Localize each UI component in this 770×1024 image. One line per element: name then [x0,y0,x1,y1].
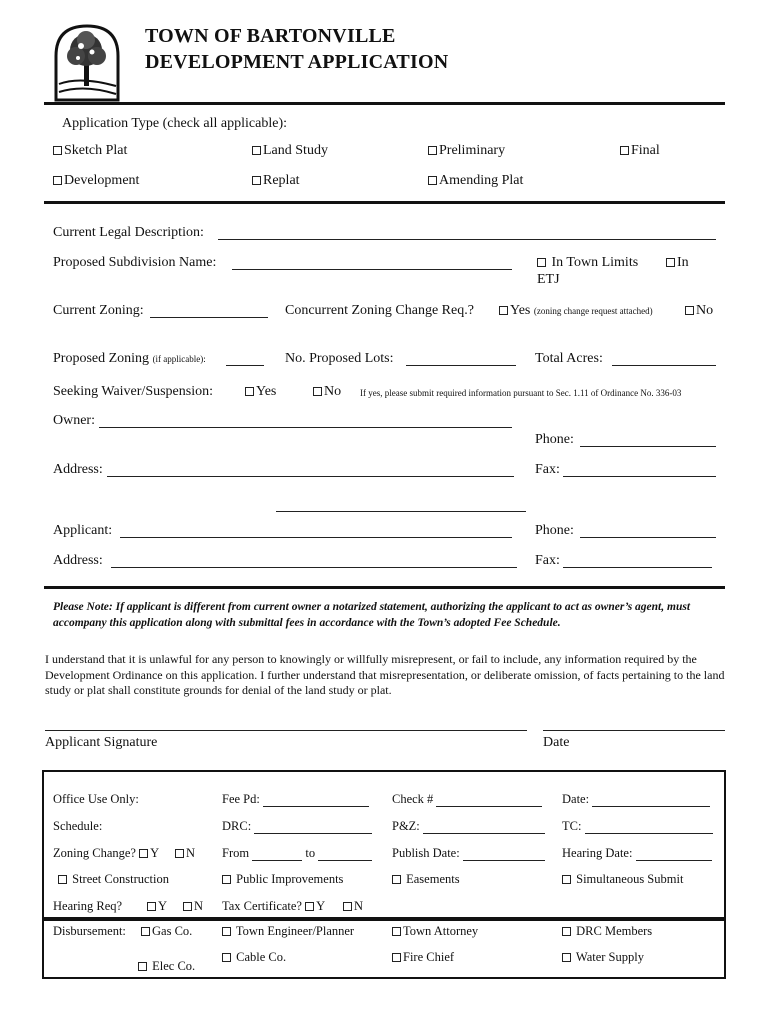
preliminary-checkbox[interactable]: Preliminary [428,143,505,159]
cable-co-checkbox[interactable]: Cable Co. [222,950,286,965]
hearing-req-no-checkbox[interactable]: N [183,899,203,914]
owner-fax-field[interactable] [563,462,716,477]
checkbox-icon [428,146,437,155]
section-rule [44,201,725,204]
owner-address-label: Address: [53,462,103,477]
town-seal-tree-icon [50,20,124,104]
owner-phone-field[interactable] [580,432,716,447]
zoning-change-row: Zoning Change? Y [53,846,160,860]
checkbox-icon [252,146,261,155]
checkbox-icon [183,902,192,911]
in-town-limits-checkbox[interactable]: In Town Limits [537,255,638,271]
checkbox-icon [245,387,254,396]
applicant-fax-label: Fax: [535,553,560,568]
applicant-fax-field[interactable] [563,553,712,568]
checkbox-icon [53,176,62,185]
office-date-field[interactable]: Date: [562,792,710,807]
elec-co-checkbox[interactable]: Elec Co. [138,959,195,974]
checkbox-icon [428,176,437,185]
legal-description-row: Current Legal Description: [53,225,204,240]
waiver-note: If yes, please submit required information pursuant to Sec. 1.11 of Ordinance No. 336-03 [360,388,682,398]
total-acres-field[interactable] [612,351,716,366]
page-title: TOWN OF BARTONVILLE [145,25,396,47]
in-etj-checkbox[interactable]: In [666,255,689,271]
waiver-no-checkbox[interactable]: No [313,384,341,400]
section-rule-2 [44,586,725,589]
waiver-yes-checkbox[interactable]: Yes [245,384,276,400]
applicant-label: Applicant: [53,523,113,538]
checkbox-icon [620,146,629,155]
proposed-zoning-label: Proposed Zoning (if applicable): [53,351,206,366]
applicant-address-label: Address: [53,553,103,568]
checkbox-icon [392,953,401,962]
applicant-field[interactable] [120,523,512,538]
from-to-field[interactable]: From to [222,846,372,861]
tax-certificate-no-checkbox[interactable]: N [343,899,363,914]
zoning-change-yes-checkbox[interactable] [139,849,148,858]
hearing-req-yes-checkbox[interactable]: Y [147,899,167,914]
tax-certificate-yes-checkbox[interactable] [305,902,314,911]
checkbox-icon [392,927,401,936]
owner-field[interactable] [99,413,512,428]
sketch-plat-checkbox[interactable]: Sketch Plat [53,143,127,159]
checkbox-icon [141,927,150,936]
checkbox-icon [222,927,231,936]
checkbox-icon [147,902,156,911]
gas-co-checkbox[interactable]: Gas Co. [141,924,192,939]
hearing-req-label: Hearing Req? [53,899,123,913]
easements-checkbox[interactable]: Easements [392,872,460,887]
checkbox-icon [175,849,184,858]
owner-label: Owner: [53,413,95,428]
date-label: Date [543,735,570,750]
drc-members-checkbox[interactable]: DRC Members [562,924,652,939]
fire-chief-checkbox[interactable]: Fire Chief [392,950,454,965]
water-supply-checkbox[interactable]: Water Supply [562,950,644,965]
public-improvements-checkbox[interactable]: Public Improvements [222,872,343,887]
applicant-address-field[interactable] [111,553,517,568]
checkbox-icon [666,258,675,267]
signature-date-field[interactable] [543,716,725,731]
fee-paid-field[interactable]: Fee Pd: [222,792,369,807]
checkbox-icon [343,902,352,911]
amending-plat-checkbox[interactable]: Amending Plat [428,173,523,189]
drc-field[interactable]: DRC: [222,819,372,834]
checkbox-icon [222,953,231,962]
checkbox-icon [222,875,231,884]
current-zoning-field[interactable] [150,303,268,318]
header-rule [44,102,725,105]
checkbox-icon [53,146,62,155]
checkbox-icon [685,306,694,315]
disbursement-label: Disbursement: [53,924,126,938]
checkbox-icon [562,875,571,884]
applicant-signature-field[interactable] [45,716,527,731]
tax-certificate-row: Tax Certificate? Y [222,899,326,913]
concurrent-zoning-label: Concurrent Zoning Change Req.? [285,303,474,318]
checkbox-icon [252,176,261,185]
final-checkbox[interactable]: Final [620,143,660,159]
applicant-phone-label: Phone: [535,523,574,538]
legal-description-field[interactable] [218,225,716,240]
owner-address-line2-field[interactable] [276,497,526,512]
total-acres-label: Total Acres: [535,351,603,366]
publish-date-field[interactable]: Publish Date: [392,846,545,861]
subdivision-name-field[interactable] [232,255,512,270]
street-construction-checkbox[interactable]: Street Construction [58,872,169,887]
owner-phone-label: Phone: [535,432,574,447]
development-checkbox[interactable]: Development [53,173,139,189]
town-logo [50,20,124,104]
etj-label: ETJ [537,272,560,287]
zoning-change-no-checkbox[interactable]: N [175,846,195,861]
checkbox-icon [562,953,571,962]
current-zoning-label: Current Zoning: [53,303,144,318]
checkbox-icon [58,875,67,884]
simultaneous-submit-checkbox[interactable]: Simultaneous Submit [562,872,683,887]
checkbox-icon [313,387,322,396]
check-number-field[interactable]: Check # [392,792,542,807]
checkbox-icon [392,875,401,884]
applicant-signature-label: Applicant Signature [45,735,158,750]
certification-statement: I understand that it is unlawful for any person to knowingly or willfully misrepresent, or fail to include, any information required by the Development Ordinance on this application. I further understand that misrepresentation, or deliberate omission, of facts pertaining to the land study or plat shall constitute grounds for denial of the land study or plat. [45,652,725,697]
concurrent-yes-checkbox[interactable]: Yes (zoning change request attached) [499,303,653,319]
replat-checkbox[interactable]: Replat [252,173,300,189]
pz-field[interactable]: P&Z: [392,819,545,834]
page-subtitle: DEVELOPMENT APPLICATION [145,51,449,73]
waiver-label: Seeking Waiver/Suspension: [53,384,213,399]
proposed-zoning-field[interactable] [226,351,264,366]
hearing-date-field[interactable]: Hearing Date: [562,846,712,861]
owner-fax-label: Fax: [535,462,560,477]
office-use-label: Office Use Only: [53,792,139,806]
town-engineer-checkbox[interactable]: Town Engineer/Planner [222,924,354,939]
application-type-heading: Application Type (check all applicable): [62,116,288,131]
owner-address-field[interactable] [107,462,514,477]
checkbox-icon [562,927,571,936]
proposed-lots-field[interactable] [406,351,516,366]
checkbox-icon [499,306,508,315]
concurrent-no-checkbox[interactable]: No [685,303,713,319]
checkbox-icon [138,962,147,971]
owner-notice: Please Note: If applicant is different from current owner a notarized statement, authorizing the applicant to act as owner’s agent, must accompany this application along with submittal fees in accordance with the Town’s adopted Fee Schedule. [53,601,691,629]
schedule-label: Schedule: [53,819,103,833]
land-study-checkbox[interactable]: Land Study [252,143,328,159]
town-attorney-checkbox[interactable]: Town Attorney [392,924,478,939]
subdivision-name-label: Proposed Subdivision Name: [53,255,217,270]
tc-field[interactable]: TC: [562,819,713,834]
applicant-phone-field[interactable] [580,523,716,538]
proposed-lots-label: No. Proposed Lots: [285,351,394,366]
checkbox-icon [537,258,546,267]
